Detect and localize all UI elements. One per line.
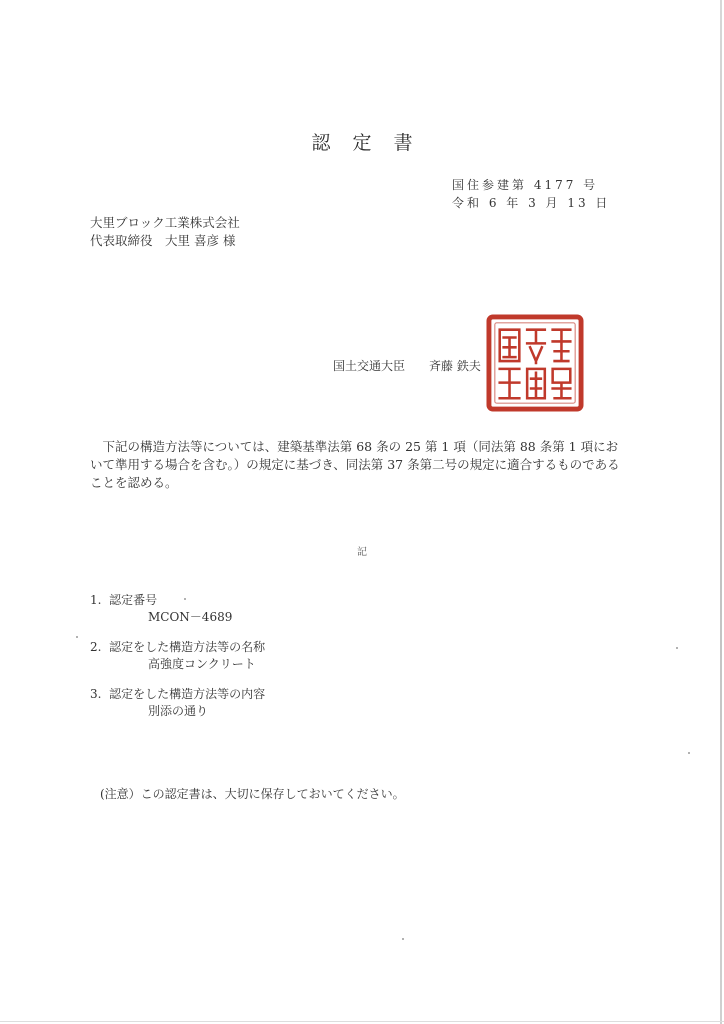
seal-glyph-3 — [527, 330, 545, 363]
item-heading — [90, 687, 265, 702]
scan-speck — [402, 938, 404, 940]
page-edge-bottom — [0, 1021, 724, 1022]
seal-glyph-5 — [553, 330, 571, 361]
item-spacer — [101, 640, 109, 654]
item-heading — [90, 593, 265, 608]
issuer-name: 国土交通大臣 斉藤 鉄夫 — [333, 359, 481, 373]
certificate-body — [90, 438, 620, 492]
item-spacer — [101, 593, 109, 607]
seal-glyph-6 — [553, 369, 571, 398]
item-number: 3. — [90, 687, 102, 701]
scan-speck — [676, 647, 678, 649]
item-value: MCON－4689 — [148, 610, 233, 624]
document-reference — [452, 176, 610, 212]
certificate-statement: 下記の構造方法等については、建築基準法第 68 条の 25 第 1 項（同法第 88 条第 1 項において準用する場合を含む。）の規定に基づき、同法第 37 条第二号の規定に適合するものであることを認める。 — [90, 439, 620, 490]
item-value: 高強度コンクリート — [148, 657, 256, 671]
scan-speck — [184, 598, 186, 600]
document-title: 認定書 — [311, 132, 435, 154]
seal-glyphs — [500, 330, 571, 399]
recipient-representative: 代表取締役 大里 喜彦 様 — [90, 233, 236, 248]
document-number: 国住参建第 4177 号 — [452, 178, 599, 192]
item-spacer — [101, 687, 109, 701]
item-number: 2. — [90, 640, 102, 654]
item-label: 認定をした構造方法等の名称 — [109, 640, 266, 654]
item-2 — [90, 640, 265, 672]
caution-note: (注意）この認定書は、大切に保存しておいてください。 — [100, 787, 405, 801]
seal-glyph-1 — [500, 330, 520, 361]
item-label: 認定番号 — [109, 593, 158, 607]
item-label: 認定をした構造方法等の内容 — [109, 687, 266, 701]
seal-glyph-2 — [500, 369, 520, 398]
ki-heading: 記 — [357, 547, 367, 558]
seal-glyph-4 — [527, 369, 545, 398]
item-number: 1. — [90, 593, 102, 607]
scan-speck — [76, 636, 78, 638]
scan-speck — [688, 752, 690, 754]
issue-date: 令和 6 年 3 月 13 日 — [452, 196, 611, 210]
recipient-company: 大里ブロック工業株式会社 — [90, 215, 240, 230]
item-value: 別添の通り — [148, 704, 209, 718]
item-heading — [90, 640, 265, 655]
official-seal — [486, 314, 584, 412]
recipient-block — [90, 214, 240, 250]
item-3 — [90, 687, 265, 719]
item-list — [90, 593, 265, 734]
item-1 — [90, 593, 265, 625]
